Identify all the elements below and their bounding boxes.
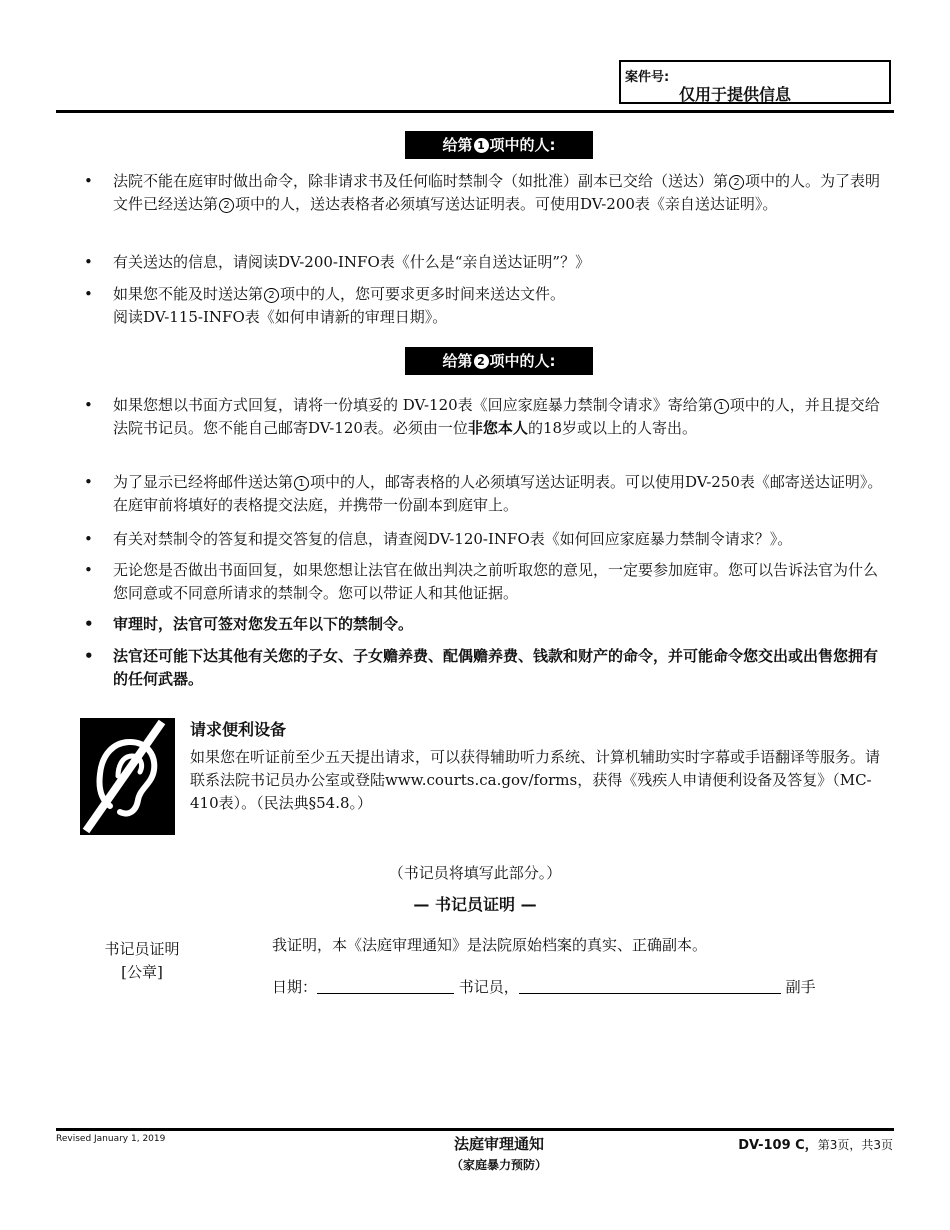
list-item: • 为了显示已经将邮件送达第 1 项中的人，邮寄表格的人必须填写送达证明表。可以使用DV-250表《邮寄送达证明》。在庭审前将填好的表格提交法庭，并携带一份副本到庭审上。 xyxy=(84,473,883,514)
number-1-circle-icon: 1 xyxy=(294,476,309,491)
bullet-icon: • xyxy=(84,615,94,633)
footer-form-code: DV-109 C，第3页，共3页 xyxy=(738,1138,893,1153)
hearing-assistance-icon xyxy=(80,718,175,835)
list-item: • 有关对禁制令的答复和提交答复的信息，请查阅DV-120-INFO表《如何回应家庭暴力禁制令请求？》。 xyxy=(84,528,884,551)
number-2-circle-icon: 2 xyxy=(729,175,744,190)
revised-date: Revised January 1, 2019 xyxy=(56,1134,166,1144)
clerk-signature-field[interactable] xyxy=(519,977,781,994)
list-item: • 如果您不能及时送达第 2 项中的人，您可要求更多时间来送达文件。 阅读DV-115-INFO表《如何申请新的审理日期》。 xyxy=(84,285,566,326)
footer-form-title: 法庭审理通知 xyxy=(453,1135,544,1153)
page-number: 第3页，共3页 xyxy=(817,1138,893,1152)
number-2-circle-icon: 2 xyxy=(264,288,279,303)
bullet-icon: • xyxy=(84,473,93,491)
bullet-icon: • xyxy=(84,253,93,271)
accommodation-title: 请求便利设备 xyxy=(190,720,287,739)
number-1-circle-icon: 1 xyxy=(474,138,489,153)
section-2-heading: 给第 2 项中的人: xyxy=(405,347,593,375)
clerk-label: 书记员， xyxy=(458,978,519,996)
date-label: 日期： xyxy=(272,978,318,996)
section-1-heading: 给第 1 项中的人: xyxy=(405,131,593,159)
bullet-icon: • xyxy=(84,285,93,303)
case-number-box xyxy=(619,60,891,104)
number-2-circle-icon: 2 xyxy=(219,198,234,213)
list-item: • 有关送达的信息，请阅读DV-200-INFO表《什么是“亲自送达证明”？》 xyxy=(84,251,884,274)
bullet-icon: • xyxy=(84,530,93,548)
case-number-value: 仅用于提供信息 xyxy=(679,85,792,104)
footer-form-subtitle: （家庭暴力预防） xyxy=(450,1158,547,1172)
number-1-circle-icon: 1 xyxy=(714,399,729,414)
accommodation-body: 如果您在听证前至少五天提出请求，可以获得辅助听力系统、计算机辅助实时字幕或手语翻译等服务。请联系法院书记员办公室或登陆www.courts.ca.gov/forms，获得《残疾人申请便利设备及答复》（MC-410表）。（民法典§54.8。） xyxy=(190,748,881,812)
list-item: • 法院不能在庭审时做出命令，除非请求书及任何临时禁制令（如批准）副本已交给（送达）第 2 项中的人。为了表明文件已经送达第 2 项中的人，送达表格者必须填写送达证明表。可使用DV-200表《亲自送达证明》。 xyxy=(84,172,881,213)
list-item: • 法官还可能下达其他有关您的子女、子女赡养费、配偶赡养费、钱款和财产的命令，并可能命令您交出或出售您拥有的任何武器。 xyxy=(84,647,879,688)
top-divider xyxy=(56,110,894,113)
list-item: • 无论您是否做出书面回复，如果您想让法官在做出判决之前听取您的意见，一定要参加庭审。您可以告诉法官为什么您同意或不同意所请求的禁制令。您可以带证人和其他证据。 xyxy=(84,561,879,602)
case-number-label: 案件号: xyxy=(625,70,670,85)
date-clerk-row xyxy=(272,976,816,997)
clerk-certificate-title: — 书记员证明 — xyxy=(413,895,537,914)
bullet-icon: • xyxy=(84,172,93,190)
footer-divider xyxy=(56,1128,894,1131)
certification-statement: 我证明，本《法庭审理通知》是法院原始档案的真实、正确副本。 xyxy=(272,936,708,954)
bullet-icon: • xyxy=(84,561,93,579)
bullet-icon: • xyxy=(84,647,94,665)
clerk-note: （书记员将填写此部分。） xyxy=(388,864,562,882)
list-item: • 如果您想以书面方式回复，请将一份填妥的 DV-120表《回应家庭暴力禁制令请求》寄给第 1 项中的人，并且提交给法院书记员。您不能自己邮寄DV-120表。必须由一位非您本人的18岁或以上的人寄出。 xyxy=(84,396,880,437)
clerk-seal-label: 书记员证明 [公章] xyxy=(104,940,180,981)
number-2-circle-icon: 2 xyxy=(474,354,489,369)
deputy-label: 副手 xyxy=(785,978,816,996)
list-item: • 审理时，法官可签对您发五年以下的禁制令。 xyxy=(84,613,884,636)
bullet-icon: • xyxy=(84,396,93,414)
date-field[interactable] xyxy=(317,977,454,994)
